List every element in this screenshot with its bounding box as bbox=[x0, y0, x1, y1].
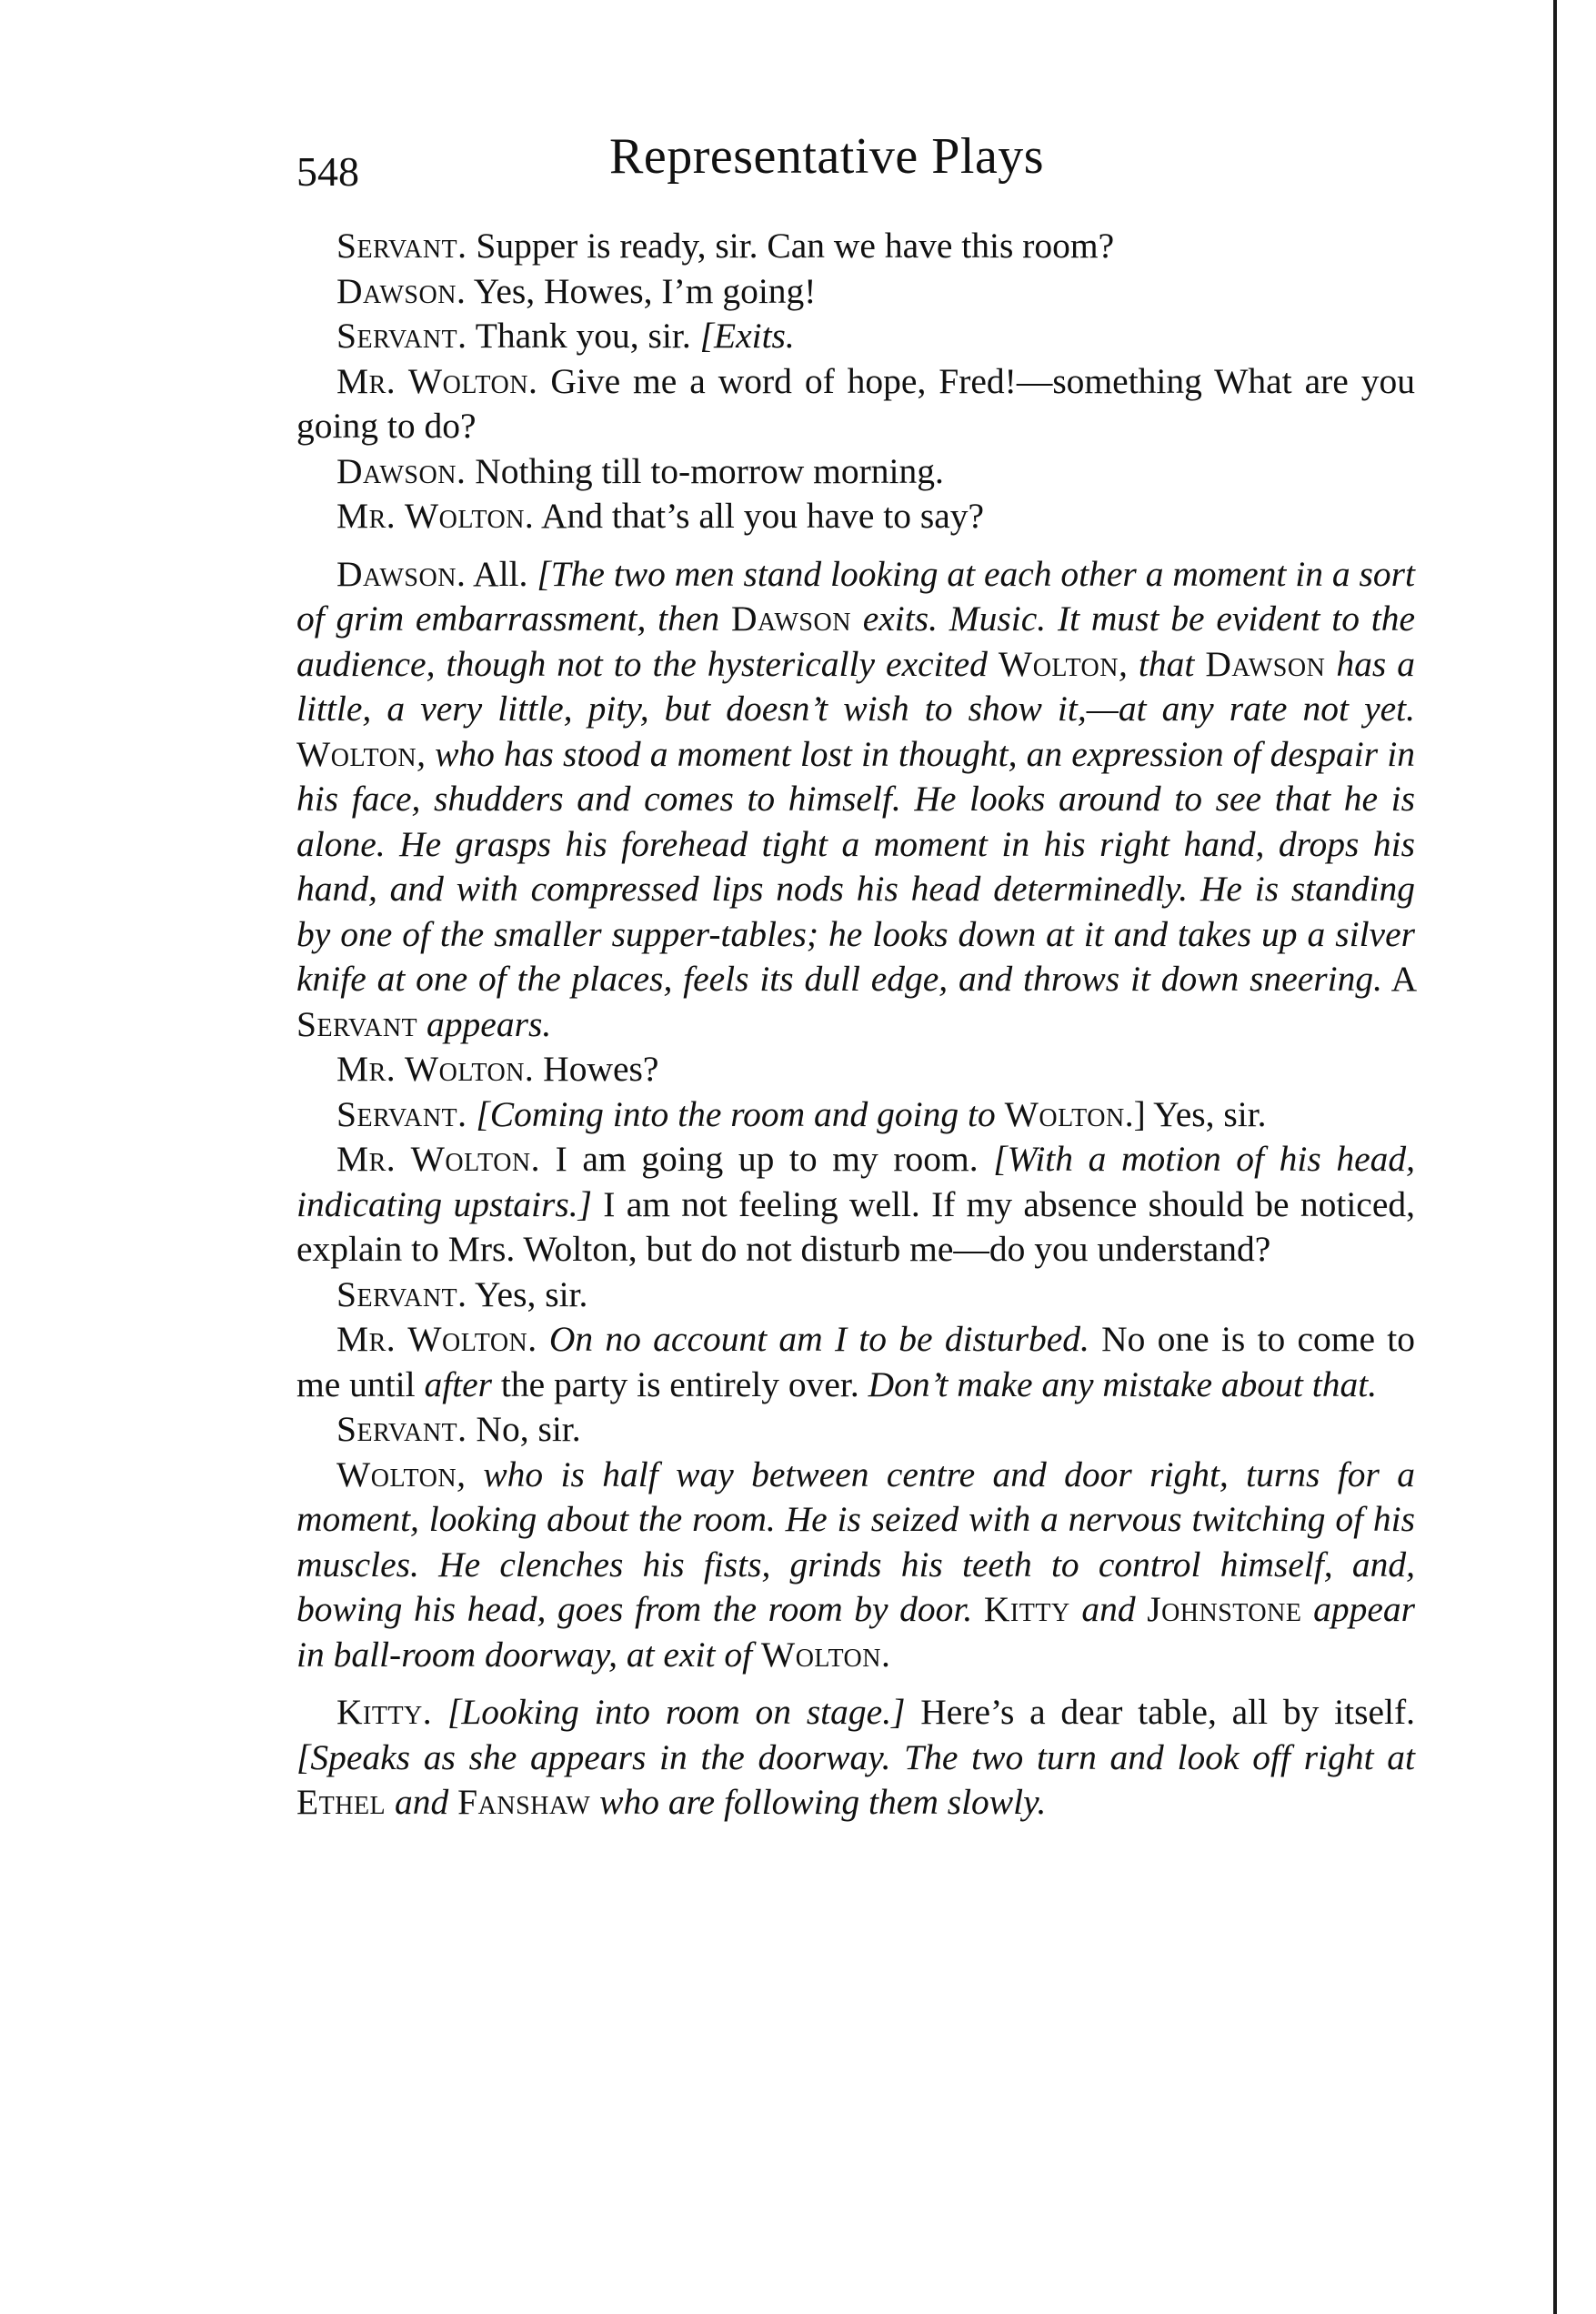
speaker: Mr. Wolton. bbox=[336, 1049, 535, 1089]
character-name: Kitty bbox=[983, 1589, 1070, 1629]
dialogue-line bbox=[296, 449, 1415, 495]
speaker: Dawson. bbox=[336, 270, 467, 311]
speech: All. bbox=[473, 553, 528, 594]
italic-run: after bbox=[424, 1363, 493, 1404]
dialogue-line bbox=[296, 269, 1415, 315]
italic-run: [The two men stand looking at each other a moment in a sort of grim embarrassment, then bbox=[296, 553, 1416, 639]
play-text bbox=[296, 224, 1415, 1826]
speech: And that’s all you have to say? bbox=[541, 496, 985, 536]
speaker: Mr. Wolton. bbox=[336, 360, 538, 401]
italic-run: appear in ball-room doorway, at exit of bbox=[296, 1589, 1415, 1675]
speaker: Servant. bbox=[336, 226, 467, 266]
dialogue-line bbox=[296, 359, 1415, 449]
speech: Give me a word of hope, Fred!—something What are you going to do? bbox=[296, 360, 1416, 446]
speaker: Dawson. bbox=[336, 553, 467, 594]
dialogue-line bbox=[296, 1407, 1415, 1453]
dialogue-line bbox=[296, 1137, 1415, 1273]
text-run: . bbox=[881, 1634, 890, 1675]
page-edge-line bbox=[1553, 0, 1557, 2314]
text-run: A bbox=[1382, 959, 1415, 999]
italic-run: and bbox=[1069, 1589, 1148, 1629]
speaker: Mr. Wolton. bbox=[336, 1139, 541, 1179]
stage-direction bbox=[296, 554, 1415, 1044]
italic-run: who are following them slowly. bbox=[590, 1782, 1047, 1822]
speaker: Servant. bbox=[336, 1093, 467, 1134]
speech bbox=[296, 1692, 1415, 1822]
text-run: Here’s a dear table, all by itself. bbox=[905, 1692, 1416, 1732]
text-run: I am not feeling well. If my absence should be noticed, explain to Mrs. Wolton, but do not disturb me—do you understand? bbox=[296, 1183, 1415, 1269]
character-name: Wolton bbox=[336, 1454, 457, 1494]
book-page bbox=[296, 127, 1415, 1826]
character-name: Wolton bbox=[760, 1634, 881, 1675]
dialogue-line bbox=[296, 1273, 1415, 1318]
character-name: Wolton bbox=[296, 733, 417, 774]
italic-run: has a little, a very little, pity, but doesn’t wish to show it,—at any rate not yet. bbox=[296, 643, 1415, 729]
speaker: Kitty. bbox=[336, 1692, 433, 1732]
italic-run: , who has stood a moment lost in thought, an expression of despair in his face, shudders and comes to himself. He looks around to see that he is alone. He grasps his forehead tight a moment in his right hand, drops his hand, and with compressed lips nods his head determinedly. He is standing by one of the smaller supper-tables; he looks down at it and takes up a silver knife at one of the places, feels its dull edge, and throws it down sneering. bbox=[296, 733, 1415, 999]
text-run: .] Yes, sir. bbox=[1124, 1093, 1267, 1134]
speech: Howes? bbox=[543, 1049, 659, 1089]
dialogue-line bbox=[296, 224, 1415, 269]
speaker: Servant. bbox=[336, 1273, 467, 1314]
speech: Yes, Howes, I’m going! bbox=[473, 270, 817, 311]
character-name: Fanshaw bbox=[457, 1782, 591, 1822]
italic-run: Don’t make any mistake about that. bbox=[868, 1363, 1378, 1404]
italic-run: On no account am I to be disturbed. bbox=[548, 1319, 1089, 1359]
character-name: Dawson bbox=[1205, 643, 1326, 684]
page-header bbox=[296, 127, 1415, 204]
speech: Supper is ready, sir. Can we have this room? bbox=[476, 226, 1115, 266]
italic-run: [Looking into room on stage.] bbox=[447, 1692, 906, 1732]
character-name: Johnstone bbox=[1147, 1589, 1302, 1629]
italic-run: , that bbox=[1118, 643, 1206, 684]
speaker: Mr. Wolton. bbox=[336, 1319, 537, 1359]
dialogue-line bbox=[296, 1092, 1415, 1138]
dialogue-line bbox=[296, 1047, 1415, 1092]
stage-direction bbox=[296, 1454, 1415, 1675]
italic-run: , who is half way between centre and door right, turns for a moment, looking about the room. He is seized with a nervous twitching of his muscles. He clenches his fists, grinds his teeth to control himself, and, bowing his head, goes from the room by door. bbox=[296, 1454, 1415, 1629]
dialogue-line bbox=[296, 552, 1415, 1048]
speaker: Mr. Wolton. bbox=[336, 496, 535, 536]
speech: Nothing till to-morrow morning. bbox=[475, 450, 944, 491]
character-name: Servant bbox=[296, 1003, 418, 1044]
character-name: Wolton bbox=[1004, 1093, 1125, 1134]
speaker: Servant. bbox=[336, 1409, 467, 1449]
text-run: the party is entirely over. bbox=[492, 1363, 868, 1404]
italic-run: [Coming into the room and going to bbox=[476, 1093, 1005, 1134]
dialogue-line bbox=[296, 494, 1415, 539]
stage-direction-paragraph bbox=[296, 1453, 1415, 1678]
dialogue-line bbox=[296, 1317, 1415, 1407]
speech: Thank you, sir. bbox=[475, 316, 691, 356]
running-title: Representative Plays bbox=[609, 128, 1045, 185]
speech: Yes, sir. bbox=[474, 1273, 588, 1314]
speech: No, sir. bbox=[476, 1409, 581, 1449]
page-number: 548 bbox=[296, 148, 359, 195]
dialogue-line bbox=[296, 314, 1415, 359]
speaker: Dawson. bbox=[336, 450, 467, 491]
italic-run: appears. bbox=[417, 1003, 552, 1044]
character-name: Wolton bbox=[998, 643, 1119, 684]
italic-run: and bbox=[386, 1782, 458, 1822]
italic-run: [With a motion of his head, indicating upstairs.] bbox=[296, 1139, 1415, 1224]
speech bbox=[476, 1094, 1266, 1134]
italic-run: [Speaks as she appears in the doorway. The two turn and look off right at bbox=[296, 1736, 1415, 1777]
text-run: No one is to come to me until bbox=[296, 1319, 1415, 1404]
stage-direction: [Exits. bbox=[699, 316, 795, 356]
text-run: I am going up to my room. bbox=[555, 1139, 994, 1179]
character-name: Ethel bbox=[296, 1782, 386, 1822]
character-name: Dawson bbox=[730, 599, 851, 639]
speaker: Servant. bbox=[336, 316, 467, 356]
italic-run: exits. Music. It must be evident to the audience, though not to the hysterically excited bbox=[296, 599, 1415, 684]
dialogue-line bbox=[296, 1690, 1415, 1826]
